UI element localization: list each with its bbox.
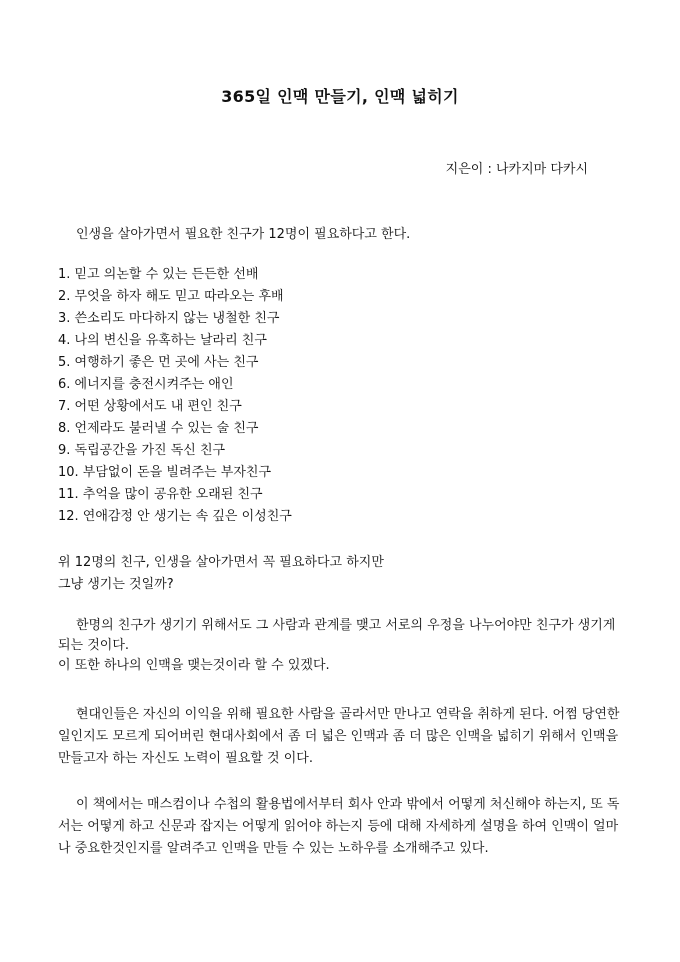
list-item: 11. 추억을 많이 공유한 오래된 친구: [58, 487, 263, 502]
intro-paragraph: 인생을 살아가면서 필요한 친구가 12명이 필요하다고 한다.: [76, 227, 411, 242]
paragraph-modern: 현대인들은 자신의 이익을 위해 필요한 사람을 골라서만 만나고 연락을 취하게 된다. 어쩜 당연한 일인지도 모르게 되어버린 현대사회에서 좀 더 넓은 인맥과 좀 더 많은 인맥을 넓히기 위해서 인맥을 만들고자 하는 자신도 노력이 필요할 것 이다.: [58, 707, 620, 766]
list-item: 10. 부담없이 돈을 빌려주는 부자친구: [58, 465, 272, 480]
list-item: 3. 쓴소리도 마다하지 않는 냉철한 친구: [58, 311, 280, 326]
paragraph-question: [58, 552, 624, 596]
friends-list: [58, 264, 624, 528]
paragraph-book: 이 책에서는 매스컴이나 수첩의 활용법에서부터 회사 안과 밖에서 어떻게 처신해야 하는지, 또 독서는 어떻게 하고 신문과 잡지는 어떻게 읽어야 하는지 등에 대해 자세하게 설명을 하여 인맥이 얼마나 중요한것인지를 알려주고 인맥을 만들 수 있는 노하우를 소개해주고 있다.: [58, 797, 620, 856]
list-item: 8. 언제라도 불러낼 수 있는 술 친구: [58, 421, 259, 436]
paragraph-text: 한명의 친구가 생기기 위해서도 그 사람과 관계를 맺고 서로의 우정을 나누어야만 친구가 생기게 되는 것이다.: [58, 618, 616, 653]
list-item: 9. 독립공간을 가진 독신 친구: [58, 443, 226, 458]
paragraph-line: 그냥 생기는 것일까?: [58, 577, 174, 592]
paragraph-text: 이 또한 하나의 인맥을 맺는것이라 할 수 있겠다.: [58, 658, 330, 673]
paragraph-friendship: [58, 616, 624, 676]
list-item: 1. 믿고 의논할 수 있는 든든한 선배: [58, 267, 259, 282]
list-item: 4. 나의 변신을 유혹하는 날라리 친구: [58, 333, 267, 348]
author-line: 지은이 : 나카지마 다카시: [445, 162, 588, 177]
document-title: 365일 인맥 만들기, 인맥 넓히기: [221, 87, 459, 106]
list-item: 6. 에너지를 충전시켜주는 애인: [58, 377, 234, 392]
list-item: 2. 무엇을 하자 해도 믿고 따라오는 후배: [58, 289, 284, 304]
list-item: 5. 여행하기 좋은 먼 곳에 사는 친구: [58, 355, 259, 370]
list-item: 7. 어떤 상황에서도 내 편인 친구: [58, 399, 242, 414]
paragraph-line: 위 12명의 친구, 인생을 살아가면서 꼭 필요하다고 하지만: [58, 555, 384, 570]
list-item: 12. 연애감정 안 생기는 속 깊은 이성친구: [58, 509, 292, 524]
